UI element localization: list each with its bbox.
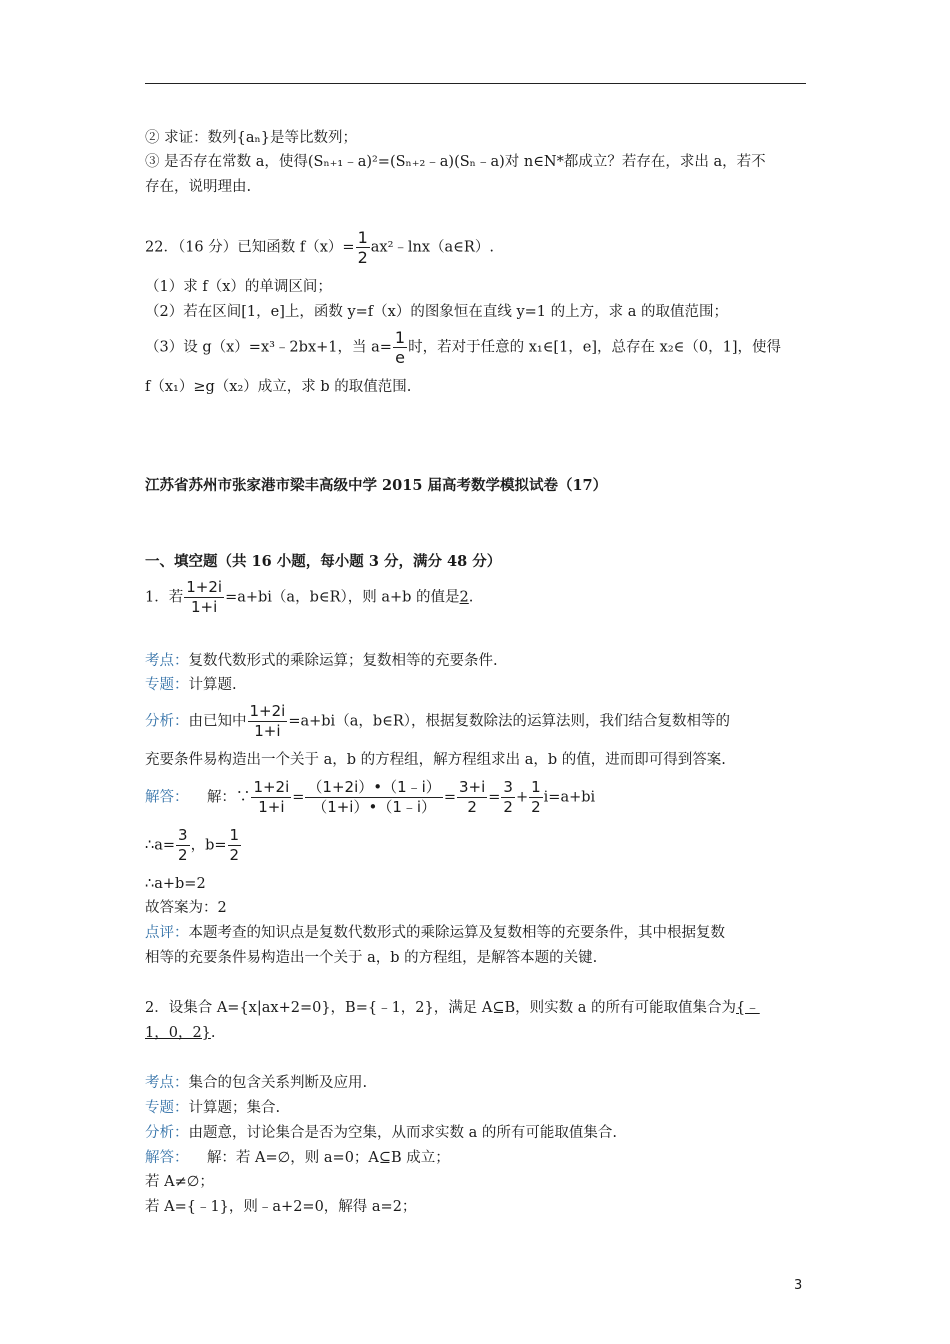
q22-part-1: （1）求 f（x）的单调区间； xyxy=(145,279,332,295)
q2-stem: 2．设集合 A={x|ax+2=0}，B={﹣1，2}，满足 A⊆B，则实数 a 的所有可能取值集合为{﹣ xyxy=(145,1000,760,1016)
section-title: 一、填空题（共 16 小题，每小题 3 分，满分 48 分） xyxy=(145,553,502,570)
q22-prefix: 22．（16 分）已知函数 f（x）= xyxy=(145,239,355,256)
q2-answer-part2: 1，0，2} xyxy=(145,1025,211,1041)
q1-dianping-line2: 相等的充要条件易构造出一个关于 a，b 的方程组，是解答本题的关键. xyxy=(145,950,598,966)
jd-frac-2: $\frac{(1+2i)•(1﹣i)}{(1+i)•(1﹣i)}$ xyxy=(307,778,441,816)
q22-part-3: （3）设 g（x）=x³﹣2bx+1，当 a= $\frac{1}{e}$ 时，若对于任意的 x₁∈[1，e]，总存在 x₂∈（0，1]，使得 xyxy=(145,328,781,367)
q21-item-3-line1: ③ 是否存在常数 a，使得(Sₙ₊₁﹣a)²=(Sₙ₊₂﹣a)(Sₙ﹣a)对 n∈N*都成立？若存在，求出 a，若不 xyxy=(145,154,766,170)
fenxi-label: 分析： xyxy=(145,713,189,730)
q2-jieda: 解答： 解：若 A=∅，则 a=0；A⊆B 成立； xyxy=(145,1150,450,1166)
kaodian-label: 考点： xyxy=(145,653,189,669)
q22-part-2: （2）若在区间[1，e]上，函数 y=f（x）的图象恒在直线 y=1 的上方，求 a 的取值范围； xyxy=(145,304,728,320)
q1-kaodian: 考点：复数代数形式的乘除运算；复数相等的充要条件. xyxy=(145,653,498,669)
q1-dianping: 点评：本题考查的知识点是复数代数形式的乘除运算及复数相等的充要条件，其中根据复数 xyxy=(145,925,725,941)
therefore-a-fraction: $\frac{3}{2}$ xyxy=(178,826,188,864)
q1-sum: ∴a+b=2 xyxy=(145,876,206,892)
q1-fenxi-line2: 充要条件易构造出一个关于 a，b 的方程组，解方程组求出 a，b 的值，进而即可得到答案. xyxy=(145,752,726,768)
q1-stem: 1．若 $\frac{1+2i}{1+i}$ =a+bi（a，b∈R），则 a+b 的值是2. xyxy=(145,578,474,616)
q2-line-b: 若 A={﹣1}，则﹣a+2=0，解得 a=2； xyxy=(145,1199,417,1215)
q2-fenxi: 分析：由题意，讨论集合是否为空集，从而求实数 a 的所有可能取值集合. xyxy=(145,1125,617,1141)
q1-zhuanti: 专题：计算题. xyxy=(145,677,237,693)
jieda-label: 解答： xyxy=(145,789,189,806)
q2-stem-line2: 1，0，2}. xyxy=(145,1025,216,1041)
q2-answer-part1: {﹣ xyxy=(736,1000,760,1016)
q1-answer: 2 xyxy=(459,589,469,606)
q21-item-3-line2: 存在，说明理由. xyxy=(145,179,252,195)
q1-jieda: 解答： 解：∵ $\frac{1+2i}{1+i}$ = $\frac{(1+2i)•(1﹣i)}{(1+i)•(1﹣i)}$ = $\frac{3+i}{2}$ = $\frac{3}{2}$ + $\frac{1}{2}$ i=a+bi xyxy=(145,778,596,816)
q22-fraction: $\frac{1}{2}$ xyxy=(357,228,368,267)
header-rule xyxy=(145,83,806,84)
dianping-label: 点评： xyxy=(145,925,189,941)
q22-p3-fraction: $\frac{1}{e}$ xyxy=(394,328,406,367)
jd-frac-1: $\frac{1+2i}{1+i}$ xyxy=(253,778,290,816)
q1-final: 故答案为：2 xyxy=(145,900,227,916)
q22-suffix: ax²﹣lnx（a∈R）. xyxy=(370,239,494,256)
zhuanti-label: 专题： xyxy=(145,677,189,693)
q2-line-a: 若 A≠∅； xyxy=(145,1174,214,1190)
q21-item-2: ② 求证：数列{aₙ}是等比数列； xyxy=(145,130,357,146)
page-number: 3 xyxy=(794,1278,803,1293)
jd-frac-5: $\frac{1}{2}$ xyxy=(531,778,541,816)
therefore-b-fraction: $\frac{1}{2}$ xyxy=(229,826,240,864)
q22-stem xyxy=(145,228,494,267)
q1-fraction: $\frac{1+2i}{1+i}$ xyxy=(186,578,223,616)
q2-zhuanti: 专题：计算题；集合. xyxy=(145,1100,281,1116)
fenxi-fraction: $\frac{1+2i}{1+i}$ xyxy=(249,702,286,740)
q2-kaodian: 考点：集合的包含关系判断及应用. xyxy=(145,1075,368,1091)
q1-fenxi: 分析：由已知中 $\frac{1+2i}{1+i}$ =a+bi（a，b∈R），根据复数除法的运算法则，我们结合复数相等的 xyxy=(145,702,731,740)
q1-therefore-ab: ∴a= $\frac{3}{2}$ ，b= $\frac{1}{2}$ xyxy=(145,826,240,864)
jd-frac-3: $\frac{3+i}{2}$ xyxy=(458,778,486,816)
q22-part-3-line2: f（x₁）≥g（x₂）成立，求 b 的取值范围. xyxy=(145,379,412,395)
jd-frac-4: $\frac{3}{2}$ xyxy=(503,778,513,816)
exam-title: 江苏省苏州市张家港市梁丰高级中学 2015 届高考数学模拟试卷（17） xyxy=(145,477,608,494)
